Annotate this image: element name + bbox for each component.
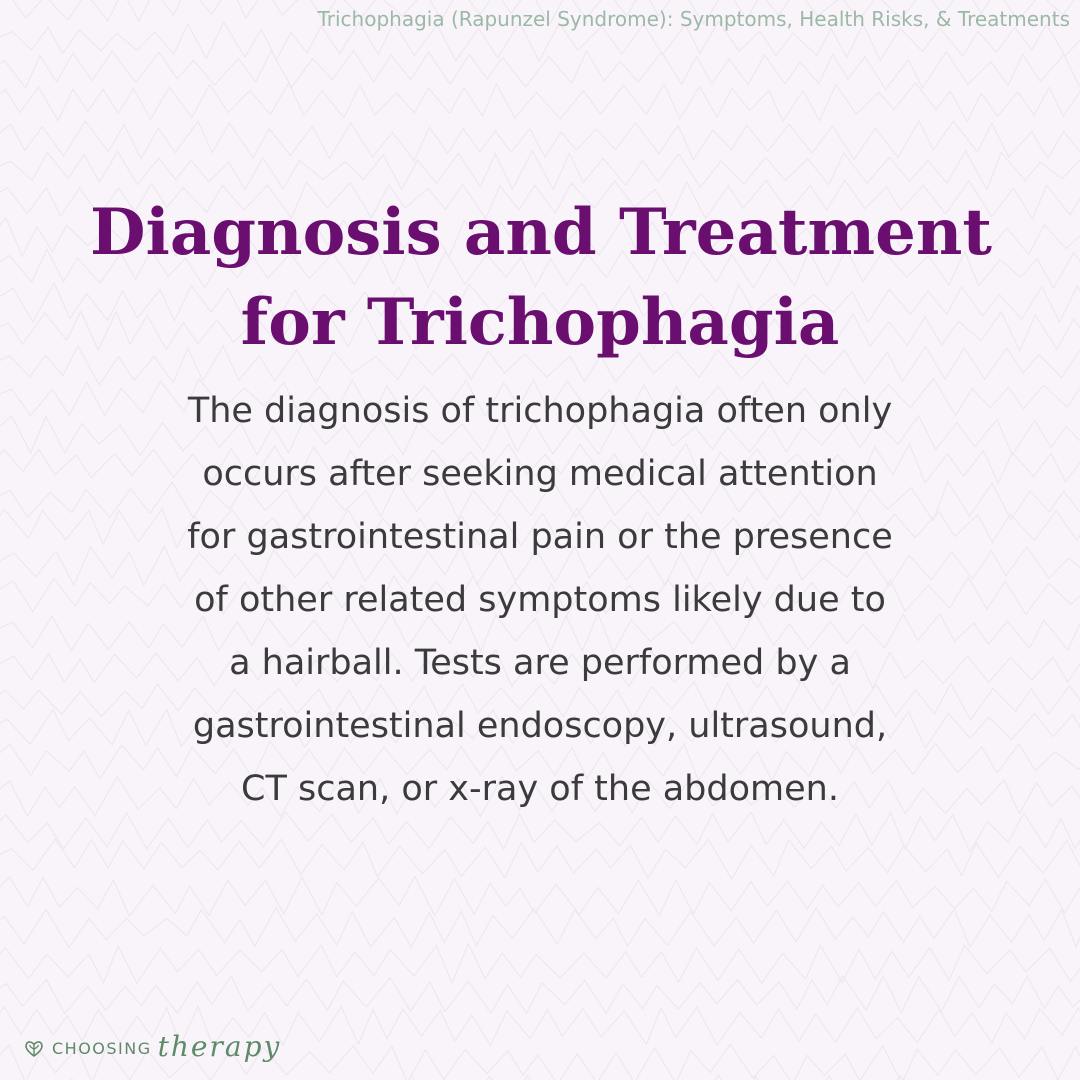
title-line-1: Diagnosis and Treatment [90,195,992,270]
page-title [90,188,990,368]
brand-logo [22,1028,281,1068]
body-paragraph [100,380,980,821]
brand-word-therapy: therapy [157,1029,282,1063]
article-title: Trichophagia (Rapunzel Syndrome): Symptoms, Health Risks, & Treatments [317,7,1070,31]
brand-word-choosing: CHOOSING [52,1038,152,1058]
body-line-2: occurs after seeking medical attention [202,454,878,494]
body-line-7: CT scan, or x-ray of the abdomen. [241,769,839,809]
body-line-4: of other related symptoms likely due to [194,580,886,620]
body-line-1: The diagnosis of trichophagia often only [187,391,893,431]
leaf-heart-icon [22,1036,46,1060]
body-line-6: gastrointestinal endoscopy, ultrasound, [192,706,888,746]
title-line-2: for Trichophagia [240,285,840,360]
body-line-3: for gastrointestinal pain or the presence [187,517,893,557]
body-line-5: a hairball. Tests are performed by a [229,643,851,683]
